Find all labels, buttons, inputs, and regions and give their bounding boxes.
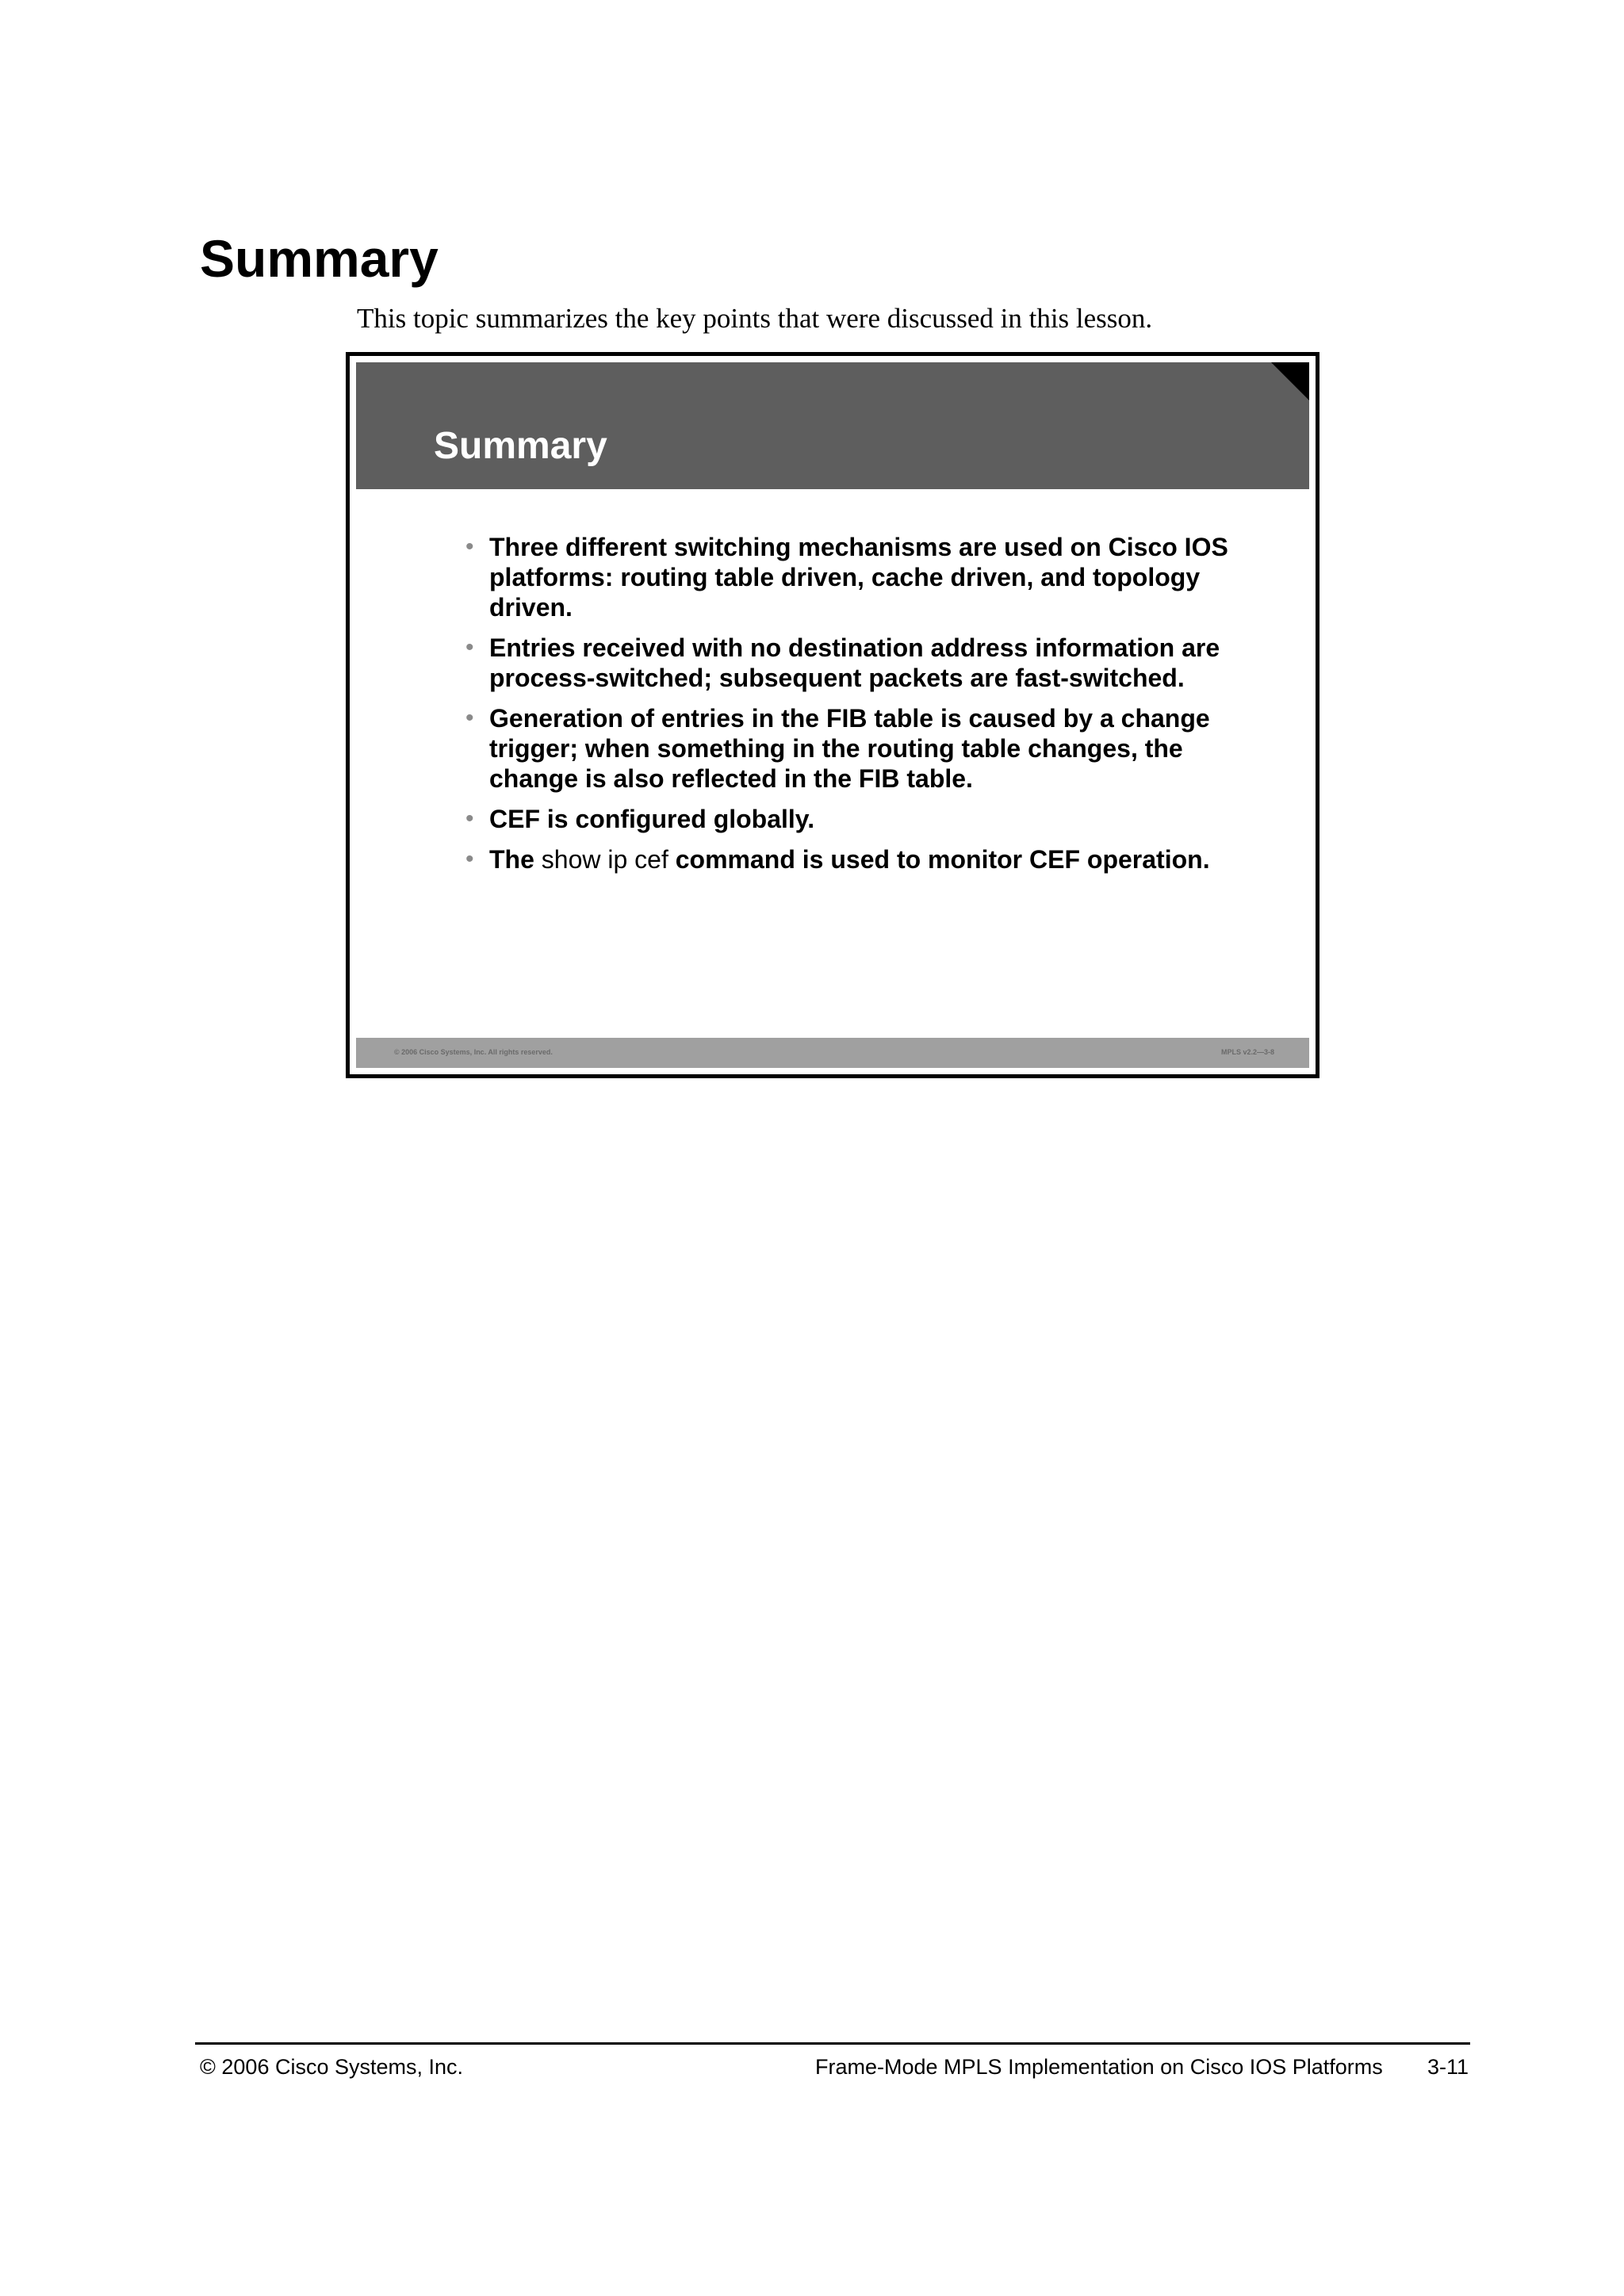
command-text: show ip cef	[541, 845, 668, 874]
footer-copyright: © 2006 Cisco Systems, Inc.	[200, 2055, 464, 2079]
bullet-text: CEF is configured globally.	[489, 805, 815, 833]
slide-footer-band	[356, 1038, 1309, 1068]
bullet-dot-icon: •	[465, 634, 474, 660]
slide-title: Summary	[434, 425, 607, 467]
bullet-item	[465, 804, 1266, 834]
bullet-item	[465, 844, 1266, 874]
bullet-item	[465, 633, 1266, 693]
page-title: Summary	[200, 229, 439, 288]
slide-copyright: © 2006 Cisco Systems, Inc. All rights reserved.	[394, 1048, 553, 1056]
bullet-text: Generation of entries in the FIB table is caused by a change trigger; when something in the routing table changes, the change is also reflected in the FIB table.	[489, 704, 1210, 793]
slide-header-band	[356, 362, 1309, 489]
bullet-dot-icon: •	[465, 534, 474, 560]
footer-book-title: Frame-Mode MPLS Implementation on Cisco IOS Platforms	[815, 2055, 1383, 2079]
bullet-dot-icon: •	[465, 806, 474, 832]
bullet-dot-icon: •	[465, 705, 474, 731]
footer-divider	[195, 2042, 1470, 2045]
bullet-suffix: command is used to monitor CEF operation.	[668, 845, 1210, 874]
footer-page-number: 3-11	[1427, 2055, 1469, 2079]
bullet-list	[465, 532, 1266, 885]
bullet-text: Entries received with no destination address information are process-switched; subsequent packets are fast-switched.	[489, 633, 1220, 692]
bullet-item	[465, 703, 1266, 794]
bullet-item	[465, 532, 1266, 622]
intro-paragraph: This topic summarizes the key points that were discussed in this lesson.	[357, 303, 1153, 334]
bullet-prefix: The	[489, 845, 542, 874]
bullet-dot-icon: •	[465, 846, 474, 872]
slide-frame	[346, 352, 1320, 1078]
slide-number: MPLS v2.2—3-8	[1220, 1048, 1274, 1056]
corner-triangle-icon	[1271, 362, 1309, 400]
bullet-text: Three different switching mechanisms are used on Cisco IOS platforms: routing table driven, cache driven, and topology driven.	[489, 533, 1228, 622]
